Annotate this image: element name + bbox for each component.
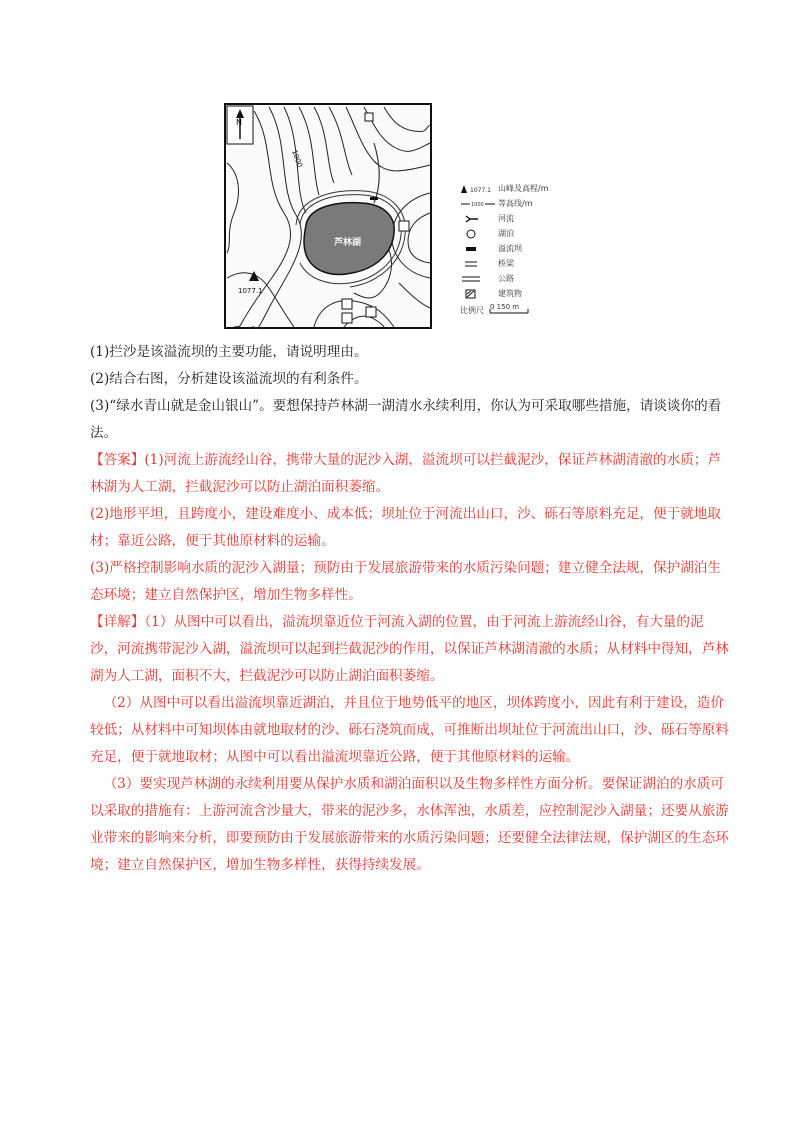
svg-text:1077.1: 1077.1 (470, 186, 491, 194)
legend-item (460, 181, 570, 196)
building-icon (460, 289, 496, 299)
road-icon (460, 274, 496, 284)
legend-item (460, 196, 570, 211)
topographic-map (224, 103, 432, 329)
dam-icon (460, 244, 496, 254)
scale-bar-row (460, 303, 570, 317)
detail-3: （3）要实现芦林湖的永续利用要从保护水质和湖泊面积以及生物多样性方面分析。要保证湖泊的水质可以采取的措施有：上游河流含沙量大，带来的泥沙多，水体浑浊，水质差，应控制泥沙入湖量；还要从旅游业带来的影响来分析，即要预防由于发展旅游带来的水质污染问题；还要健全法律法规，保护湖区的生态环境；建立自然保护区，增加生物多样性，获得持续发展。 (90, 776, 729, 873)
legend-label: 湖泊 (498, 229, 514, 238)
detail-tag: 【详解】 (90, 614, 145, 630)
contour-value-label: 1000 (290, 148, 304, 169)
legend-item (460, 271, 570, 286)
lulin-lake-figure (224, 103, 564, 335)
legend-label: 桥梁 (498, 259, 514, 268)
scale-value: 0 150 m (490, 303, 520, 311)
scale-label: 比例尺 (460, 305, 484, 315)
legend-label: 河流 (498, 214, 514, 223)
detail-1 (90, 609, 730, 690)
lake-label: 芦林湖 (334, 238, 362, 248)
legend-item (460, 286, 570, 301)
legend-item (460, 256, 570, 271)
question-2: (2)结合右图，分析建设该溢流坝的有利条件。 (90, 371, 368, 387)
scale-bar (488, 305, 532, 315)
detail-1-text: （1）从图中可以看出，溢流坝靠近位于河流入湖的位置，由于河流上游流经山谷，有大量的泥沙，河流携带泥沙入湖，溢流坝可以起到拦截泥沙的作用，以保证芦林湖清澈的水质；从材料中得知，芦林湖为人工湖，面积不大，拦截泥沙可以防止湖泊面积萎缩。 (90, 614, 729, 684)
answer-2: (2)地形平坦，且跨度小，建设难度小、成本低；坝址位于河流出山口，沙、砾石等原料充足，便于就地取材；靠近公路，便于其他原材料的运输。 (90, 506, 721, 549)
legend-label: 山峰及高程/m (498, 184, 549, 193)
peak-elevation-label: 1077.1 (238, 287, 263, 295)
question-body (90, 339, 730, 879)
map-legend (460, 181, 570, 317)
legend-label: 建筑物 (498, 289, 522, 298)
bridge-icon (460, 259, 496, 269)
answer-1-text: (1)河流上游流经山谷，携带大量的泥沙入湖，溢流坝可以拦截泥沙，保证芦林湖清澈的水质；芦林湖为人工湖，拦截泥沙可以防止湖泊面积萎缩。 (90, 452, 721, 495)
lake-icon (460, 229, 496, 239)
question-1: (1)拦沙是该溢流坝的主要功能，请说明理由。 (90, 344, 368, 360)
legend-item (460, 241, 570, 256)
answer-tag: 【答案】 (90, 452, 145, 468)
answer-3: (3)严格控制影响水质的泥沙入湖量；预防由于发展旅游带来的水质污染问题；建立健全法规，保护湖泊生态环境；建立自然保护区，增加生物多样性。 (90, 560, 721, 603)
river-icon (460, 214, 496, 224)
peak-icon (460, 184, 496, 194)
svg-text:1000: 1000 (471, 201, 484, 208)
legend-label: 溢流坝 (498, 244, 522, 253)
detail-2: （2）从图中可以看出溢流坝靠近湖泊，并且位于地势低平的地区，坝体跨度小，因此有利于建设，造价较低；从材料中可知坝体由就地取材的沙、砾石浇筑而成，可推断出坝址位于河流出山口，沙、砾石等原料充足，便于就地取材；从图中可以看出溢流坝靠近公路，便于其他原材料的运输。 (90, 695, 729, 765)
dam-marker (370, 197, 378, 200)
legend-label: 等高线/m (498, 199, 533, 208)
legend-label: 公路 (498, 274, 514, 283)
legend-item (460, 211, 570, 226)
legend-item (460, 226, 570, 241)
answer-1 (90, 447, 730, 501)
question-3: (3)“绿水青山就是金山银山”。要想保持芦林湖一湖清水永续利用，你认为可采取哪些措施，请谈谈你的看法。 (90, 398, 722, 441)
north-label: N (236, 118, 242, 127)
contour-icon (460, 199, 496, 209)
